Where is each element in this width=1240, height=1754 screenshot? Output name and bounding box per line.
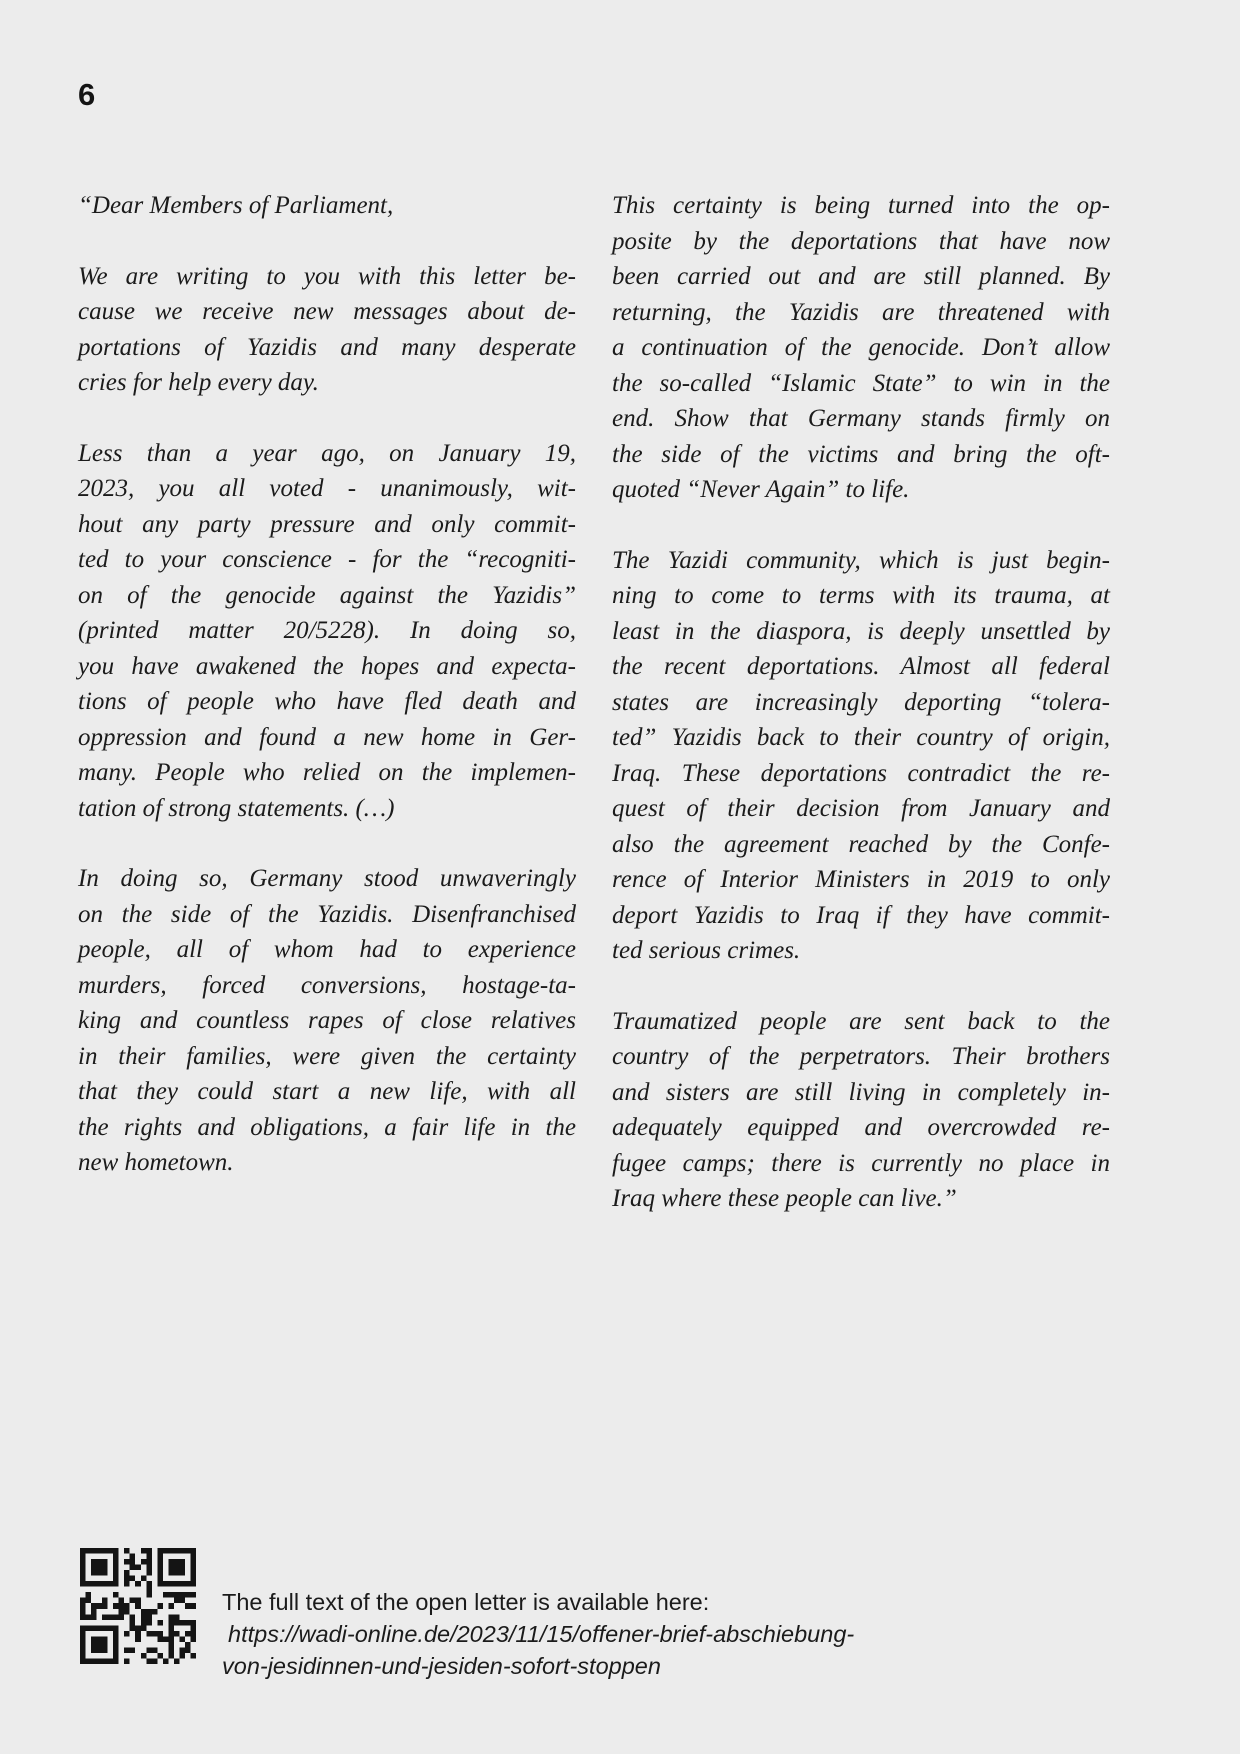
letter-column-right bbox=[612, 188, 1110, 1217]
letter-line: a continuation of the genocide. Don’t allow bbox=[612, 334, 1110, 361]
letter-line: in their families, were given the certainty bbox=[78, 1042, 576, 1070]
letter-line: Less than a year ago, on January 19, bbox=[78, 439, 576, 467]
letter-line: the side of the victims and bring the oft- bbox=[612, 440, 1110, 468]
letter-line: We are writing to you with this letter be- bbox=[78, 262, 576, 290]
letter-line: rence of Interior Ministers in 2019 to only bbox=[612, 866, 1110, 893]
letter-line: the so-called “Islamic State” to win in the bbox=[612, 369, 1110, 397]
letter-line: fugee camps; there is currently no place in bbox=[612, 1149, 1110, 1177]
letter-line: 2023, you all voted - unanimously, wit- bbox=[78, 475, 576, 502]
open-letter-body bbox=[78, 188, 1110, 1217]
letter-column-left bbox=[78, 188, 576, 1217]
letter-line: ted to your conscience - for the “recogniti- bbox=[78, 546, 576, 573]
letter-paragraph bbox=[78, 861, 576, 1181]
letter-line: country of the perpetrators. Their brothers bbox=[612, 1043, 1110, 1070]
letter-line: deport Yazidis to Iraq if they have commit- bbox=[612, 901, 1110, 929]
letter-line: quoted “Never Again” to life. bbox=[612, 476, 910, 503]
letter-line: the recent deportations. Almost all federal bbox=[612, 653, 1110, 680]
letter-line: returning, the Yazidis are threatened with bbox=[612, 298, 1110, 326]
letter-line: ted” Yazidis back to their country of origin, bbox=[612, 724, 1110, 751]
letter-line: ted serious crimes. bbox=[612, 937, 801, 964]
letter-line: that they could start a new life, with all bbox=[78, 1078, 576, 1105]
letter-line: states are increasingly deporting “tolera- bbox=[612, 688, 1110, 716]
letter-line: murders, forced conversions, hostage-ta- bbox=[78, 971, 576, 999]
letter-line: new hometown. bbox=[78, 1149, 234, 1176]
letter-paragraph bbox=[78, 436, 576, 827]
letter-line: The Yazidi community, which is just begin- bbox=[612, 546, 1110, 574]
letter-line: tation of strong statements. (…) bbox=[78, 794, 395, 822]
letter-line: hout any party pressure and only commit- bbox=[78, 510, 576, 538]
letter-line: cries for help every day. bbox=[78, 369, 319, 396]
letter-paragraph bbox=[612, 1004, 1110, 1217]
footer-url-link[interactable]: https://wadi-online.de/2023/11/15/offener-brief-abschiebung- bbox=[228, 1621, 855, 1647]
letter-line: and sisters are still living in completely in- bbox=[612, 1078, 1110, 1106]
letter-line: the rights and obligations, a fair life in the bbox=[78, 1113, 576, 1141]
footer-note bbox=[222, 1546, 854, 1682]
letter-line: portations of Yazidis and many desperate bbox=[78, 333, 576, 361]
letter-line: adequately equipped and overcrowded re- bbox=[612, 1114, 1110, 1141]
letter-line: many. People who relied on the implemen- bbox=[78, 759, 576, 786]
letter-line: Iraq where these people can live.” bbox=[612, 1185, 957, 1212]
letter-line: quest of their decision from January and bbox=[612, 795, 1110, 822]
letter-line: on of the genocide against the Yazidis” bbox=[78, 581, 576, 609]
letter-line: In doing so, Germany stood unwaveringly bbox=[78, 865, 576, 892]
letter-line: Iraq. These deportations contradict the re- bbox=[612, 759, 1110, 787]
letter-line: posite by the deportations that have now bbox=[612, 227, 1110, 255]
letter-line: cause we receive new messages about de- bbox=[78, 298, 576, 325]
letter-line: least in the diaspora, is deeply unsettled by bbox=[612, 617, 1110, 645]
letter-line: ning to come to terms with its trauma, at bbox=[612, 582, 1110, 609]
letter-line: tions of people who have fled death and bbox=[78, 688, 576, 715]
letter-paragraph bbox=[612, 543, 1110, 969]
page-number: 6 bbox=[78, 77, 96, 112]
letter-line: on the side of the Yazidis. Disenfranchised bbox=[78, 900, 576, 928]
letter-line: been carried out and are still planned. By bbox=[612, 263, 1110, 290]
letter-line: (printed matter 20/5228). In doing so, bbox=[78, 617, 576, 644]
footer bbox=[80, 1546, 854, 1682]
qr-code-icon bbox=[80, 1548, 196, 1664]
letter-line: you have awakened the hopes and expecta- bbox=[78, 652, 576, 680]
letter-line: end. Show that Germany stands firmly on bbox=[612, 405, 1110, 432]
footer-url-link[interactable]: von-jesidinnen-und-jesiden-sofort-stoppen bbox=[222, 1653, 661, 1679]
letter-paragraph bbox=[78, 259, 576, 401]
letter-line: also the agreement reached by the Confe- bbox=[612, 830, 1110, 858]
letter-salutation: “Dear Members of Parliament, bbox=[78, 192, 394, 219]
letter-line: king and countless rapes of close relatives bbox=[78, 1007, 576, 1034]
letter-line: This certainty is being turned into the op- bbox=[612, 192, 1110, 219]
letter-line: people, all of whom had to experience bbox=[78, 936, 576, 963]
footer-caption: The full text of the open letter is available here: bbox=[222, 1589, 710, 1615]
letter-line: oppression and found a new home in Ger- bbox=[78, 723, 576, 751]
letter-line: Traumatized people are sent back to the bbox=[612, 1007, 1110, 1035]
letter-paragraph bbox=[612, 188, 1110, 508]
